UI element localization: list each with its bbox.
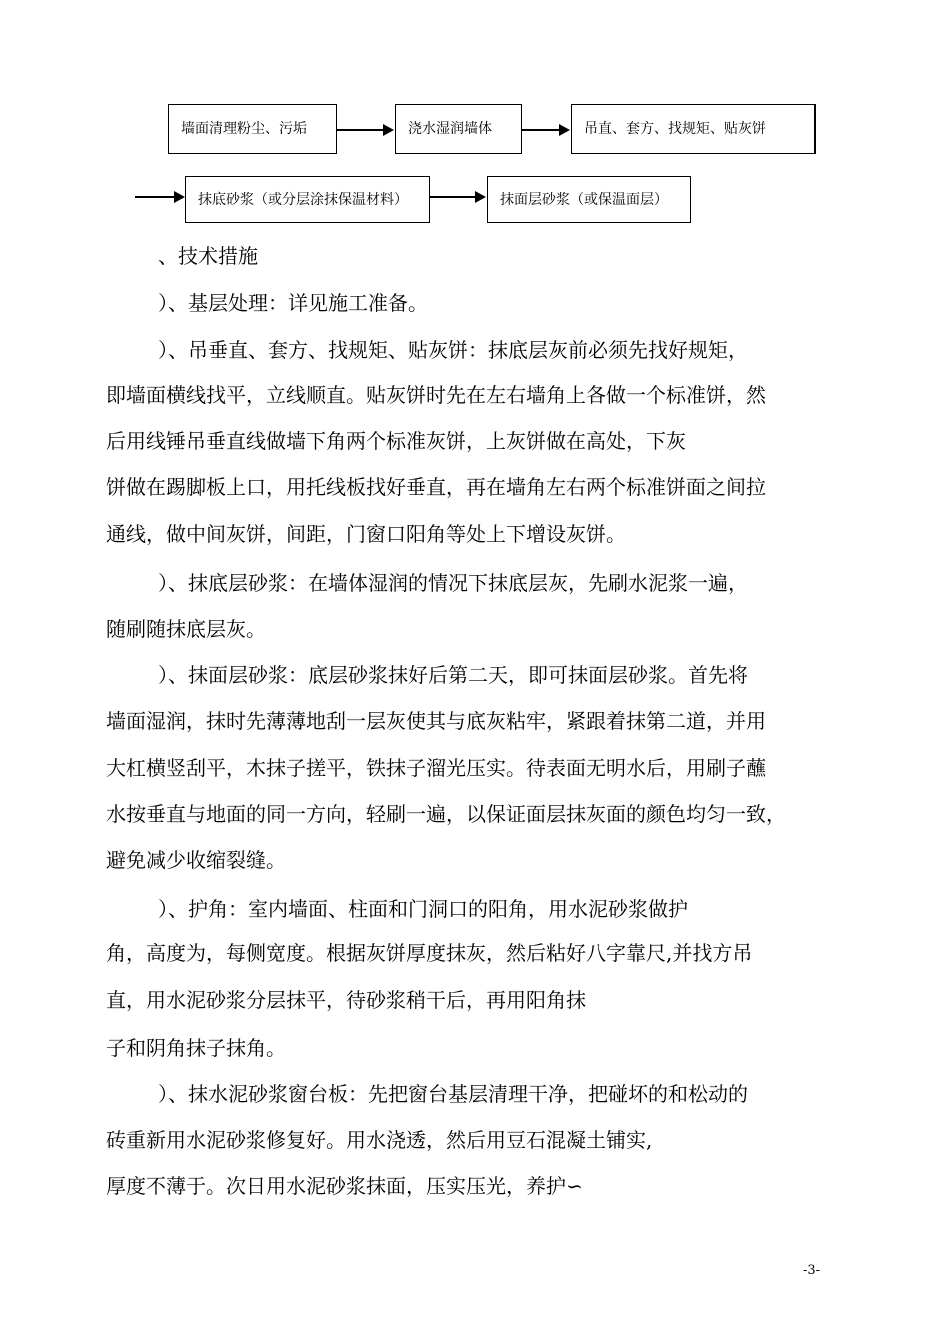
paragraph-line: 后用线锤吊垂直线做墙下角两个标准灰饼，上灰饼做在高处，下灰 xyxy=(106,429,686,453)
paragraph-line: 避免减少收缩裂缝。 xyxy=(106,848,286,872)
flow-step-base-mortar: 抹底砂浆（或分层涂抹保温材料） xyxy=(185,176,430,223)
section-heading: 、技术措施 xyxy=(158,244,258,268)
paragraph-line: ）、基层处理：详见施工准备。 xyxy=(158,291,428,315)
paragraph-line: 随刷随抹底层灰。 xyxy=(106,617,266,641)
paragraph-line: ）、抹底层砂浆：在墙体湿润的情况下抹底层灰，先刷水泥浆一遍， xyxy=(158,571,748,595)
paragraph-line: 厚度不薄于。次日用水泥砂浆抹面，压实压光，养护∽ xyxy=(106,1174,583,1198)
flow-step-plumb-square: 吊直、套方、找规矩、贴灰饼 xyxy=(571,104,816,154)
flow-arrow xyxy=(430,191,486,203)
paragraph-line: 即墙面横线找平，立线顺直。贴灰饼时先在左右墙角上各做一个标准饼，然 xyxy=(106,383,766,407)
paragraph-line: ）、抹水泥砂浆窗台板：先把窗台基层清理干净，把碰坏的和松动的 xyxy=(158,1082,748,1106)
flow-arrow xyxy=(522,124,570,136)
flow-arrow xyxy=(135,191,185,203)
paragraph-line: ）、抹面层砂浆：底层砂浆抹好后第二天，即可抹面层砂浆。首先将 xyxy=(158,663,748,687)
paragraph-line: 角，高度为，每侧宽度。根据灰饼厚度抹灰，然后粘好八字靠尺,并找方吊 xyxy=(106,941,753,965)
paragraph-line: 砖重新用水泥砂浆修复好。用水浇透，然后用豆石混凝土铺实, xyxy=(106,1128,653,1152)
paragraph-line: 通线，做中间灰饼，间距，门窗口阳角等处上下增设灰饼。 xyxy=(106,522,626,546)
process-flowchart xyxy=(0,0,950,240)
paragraph-line: 饼做在踢脚板上口，用托线板找好垂直，再在墙角左右两个标准饼面之间拉 xyxy=(106,475,766,499)
paragraph-line: 水按垂直与地面的同一方向，轻刷一遍，以保证面层抹灰面的颜色均匀一致， xyxy=(106,802,786,826)
paragraph-line: 直，用水泥砂浆分层抹平，待砂浆稍干后，再用阳角抹 xyxy=(106,988,586,1012)
flow-arrow xyxy=(337,124,394,136)
page-number: -3- xyxy=(803,1263,821,1278)
flow-step-wet-wall: 浇水湿润墙体 xyxy=(395,104,522,154)
paragraph-line: 墙面湿润，抹时先薄薄地刮一层灰使其与底灰粘牢，紧跟着抹第二道，并用 xyxy=(106,709,766,733)
paragraph-line: ）、护角：室内墙面、柱面和门洞口的阳角，用水泥砂浆做护 xyxy=(158,897,688,921)
flow-step-clean-wall: 墙面清理粉尘、污垢 xyxy=(168,104,337,154)
paragraph-line: ）、吊垂直、套方、找规矩、贴灰饼：抹底层灰前必须先找好规矩， xyxy=(158,338,748,362)
paragraph-line: 子和阴角抹子抹角。 xyxy=(106,1036,286,1060)
flow-step-surface-mortar: 抹面层砂浆（或保温面层） xyxy=(487,176,691,223)
paragraph-line: 大杠横竖刮平，木抹子搓平，铁抹子溜光压实。待表面无明水后，用刷子蘸 xyxy=(106,756,766,780)
